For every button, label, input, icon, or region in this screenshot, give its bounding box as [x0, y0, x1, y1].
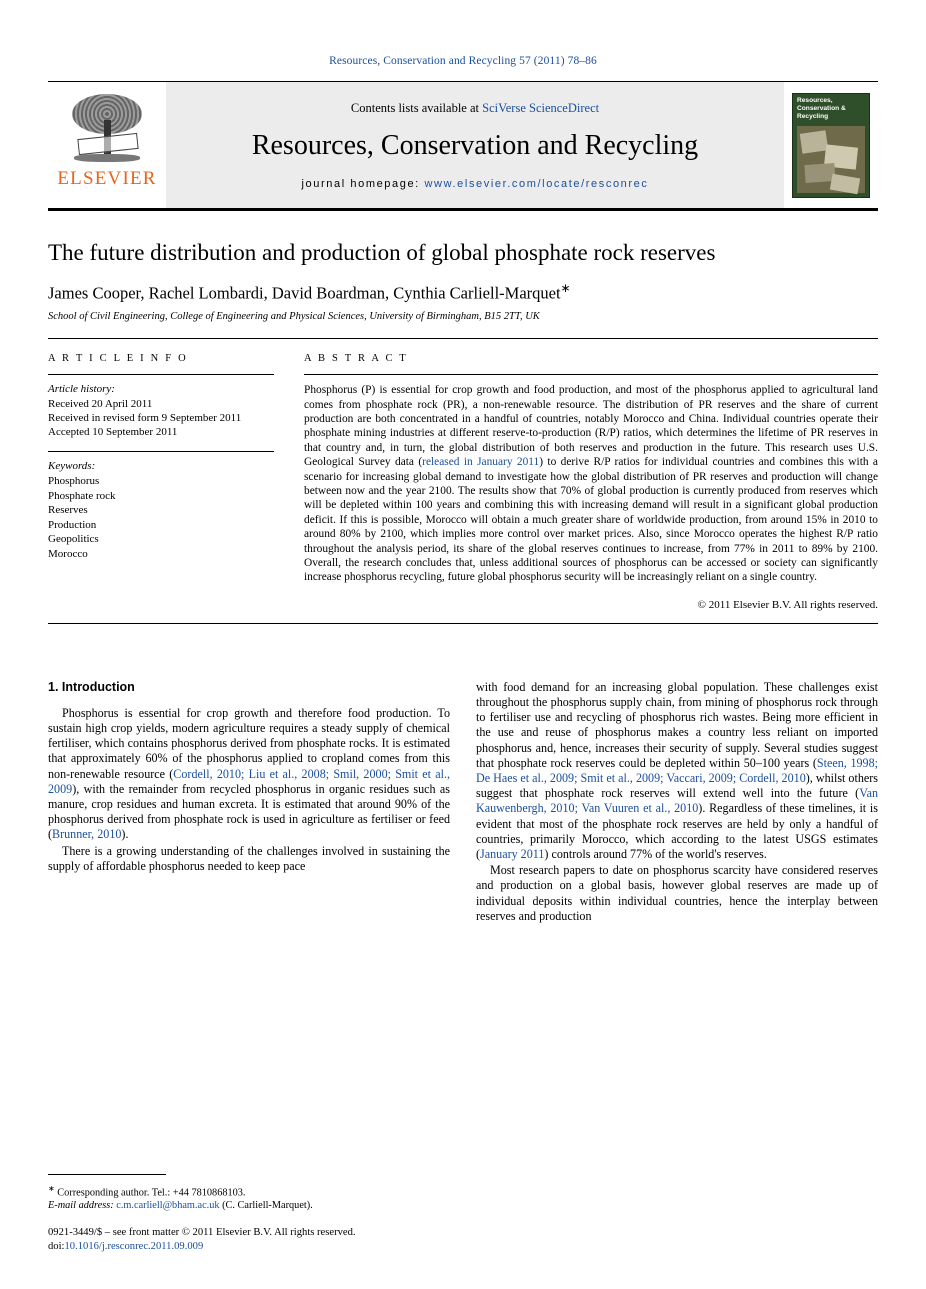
- paragraph: with food demand for an increasing global population. These challenges exist throughout the phosphorus supply chain, from mining of phosphorus rock through to fertiliser use and recycling of phosphorus rich wastes. Being more efficient in the use and reuse of phosphorus makes a country less reliant on imported phosphorus and, hence, increases their security of supply. Several studies suggest that phosphate rock reserves could be depleted within 50–100 years (Steen, 1998; De Haes et al., 2009; Smit et al., 2009; Vaccari, 2009; Cordell, 2010), whilst others suggest that phosphate rock reserves will extend well into the future (Van Kauwenbergh, 2010; Van Vuuren et al., 2010). Regardless of these timelines, it is evident that most of the phosphate rock reserves are held by only a handful of countries, primarily Morocco, which according to the latest USGS estimates (January 2011) controls around 77% of the world's reserves.: [476, 679, 878, 862]
- keyword-item: Geopolitics: [48, 533, 99, 546]
- article-info-heading: A R T I C L E I N F O: [48, 353, 188, 365]
- paragraph: Phosphorus is essential for crop growth and therefore food production. To sustain high crop yields, modern agriculture requires a steady supply of chemical fertiliser, which contains phosphorus derived from phosphate rocks. It is estimated that approximately 60% of the phosphorus applied to cropland comes from this non-renewable resource (Cordell, 2010; Liu et al., 2008; Smil, 2000; Smit et al., 2009), with the remainder from recycled phosphorus in organic residues such as manure, crop residues and human excreta. It is estimated that around 90% of the phosphorus derived from phosphate rock is used in agriculture as fertiliser or feed (Brunner, 2010).: [48, 705, 450, 842]
- author-list: [48, 281, 878, 304]
- history-item: Received 20 April 2011: [48, 398, 153, 411]
- section-number: 1.: [48, 679, 59, 694]
- journal-cover-thumbnail: [784, 82, 878, 208]
- email-label: E-mail address:: [48, 1200, 114, 1211]
- email-owner: (C. Carliell-Marquet).: [222, 1200, 313, 1211]
- elsevier-logo: [48, 82, 166, 208]
- abstract-column: [294, 353, 878, 611]
- affiliation: School of Civil Engineering, College of Engineering and Physical Sciences, University of Birmingham, B15 2TT, UK: [48, 311, 540, 323]
- homepage-prefix: journal homepage:: [301, 177, 425, 190]
- corresponding-author-marker: ∗: [560, 280, 571, 295]
- doi-link[interactable]: 10.1016/j.resconrec.2011.09.009: [64, 1240, 204, 1252]
- body-right-column: [476, 680, 878, 924]
- article-page: [0, 55, 926, 1289]
- keyword-item: Phosphorus: [48, 475, 100, 488]
- body-left-column: [48, 680, 450, 924]
- abstract-copyright: © 2011 Elsevier B.V. All rights reserved.: [697, 598, 878, 611]
- keyword-item: Phosphate rock: [48, 489, 116, 502]
- journal-homepage-line: [302, 178, 649, 190]
- contents-prefix: Contents lists available at: [350, 100, 483, 115]
- doi-line: [48, 1240, 450, 1254]
- sciencedirect-link[interactable]: SciVerse ScienceDirect: [482, 100, 600, 115]
- email-note: [48, 1199, 450, 1212]
- cover-title-text: Resources, Conservation & Recycling: [797, 96, 846, 120]
- issn-doi-block: [48, 1226, 450, 1253]
- keyword-item: Reserves: [48, 504, 88, 517]
- homepage-url-link[interactable]: www.elsevier.com/locate/resconrec: [424, 177, 649, 190]
- footnote-star-icon: ∗: [48, 1183, 55, 1193]
- section-title: Introduction: [61, 679, 135, 694]
- footnote-block: [48, 1174, 450, 1253]
- title-block: [48, 239, 878, 322]
- contents-available-line: [351, 101, 599, 116]
- issn-line: 0921-3449/$ – see front matter © 2011 Elsevier B.V. All rights reserved.: [48, 1227, 356, 1238]
- abstract-text: Phosphorus (P) is essential for crop growth and food production, and most of the phosphorus applied to agricultural land comes from phosphate rock (PR), a non-renewable resource. The distribution of PR reserves and the share of current production are both concentrated in a handful of countries, notably Morocco and China. Individual countries operate their phosphate mining industries at different reserve-to-production (R/P) ratios, which determines the lifetime of PR reserves in that country and, in turn, the global distribution of both reserves and production in the future. This research uses U.S. Geological Survey data (released in January 2011) to derive R/P ratios for individual countries and combines this with a scenario for increasing global demand to investigate how the global distribution of PR reserves and production will change between now and the year 2100. The results show that 70% of global production is currently produced from reserves which will be depleted within 100 years and combining this with increasing demand will result in a significant global production deficit. If this is possible, Morocco will obtain a much greater share of worldwide production, from around 15% in 2010 to around 80% by 2100, which implies more control over market prices. Also, since Morocco operates the highest R/P ratio throughout the analysis period, its share of the global reserves continues to increase, from 77% in 2011 to 89% by 2100. Overall, the research concludes that, unless additional sources of phosphorus can be accessed or society can significantly increase phosphorus recycling, future global phosphorus security will be increasingly reliant on a single country.: [304, 384, 878, 584]
- journal-reference: Resources, Conservation and Recycling 57 (2011) 78–86: [329, 55, 597, 67]
- abstract-heading: A B S T R A C T: [304, 353, 408, 365]
- section-heading-introduction: [48, 680, 450, 694]
- authors-names: James Cooper, Rachel Lombardi, David Boardman, Cynthia Carliell-Marquet: [48, 283, 561, 303]
- corresponding-author-text: Corresponding author. Tel.: +44 7810868103.: [57, 1187, 246, 1198]
- journal-masthead: [48, 81, 878, 211]
- elsevier-tree-icon: [64, 90, 150, 164]
- article-history-label: Article history:: [48, 383, 115, 396]
- keyword-item: Production: [48, 518, 97, 531]
- keyword-item: Morocco: [48, 547, 88, 560]
- cover-photo: [797, 126, 865, 193]
- history-item: Received in revised form 9 September 2011: [48, 412, 242, 425]
- elsevier-wordmark: ELSEVIER: [57, 168, 157, 189]
- doi-label: doi:: [48, 1240, 65, 1252]
- article-info-column: [48, 353, 294, 611]
- page-title: The future distribution and production of global phosphate rock reserves: [48, 240, 716, 265]
- email-link[interactable]: c.m.carliell@bham.ac.uk: [116, 1200, 220, 1211]
- corresponding-author-note: [48, 1182, 450, 1199]
- masthead-center: [166, 82, 784, 208]
- info-abstract-row: [48, 339, 878, 611]
- divider-below-abstract: [48, 623, 878, 624]
- paragraph: There is a growing understanding of the challenges involved in sustaining the supply of affordable phosphorus needed to keep pace: [48, 843, 450, 873]
- body-columns: [48, 680, 878, 924]
- keywords-label: Keywords:: [48, 460, 96, 473]
- journal-title: Resources, Conservation and Recycling: [251, 129, 699, 161]
- history-item: Accepted 10 September 2011: [48, 426, 178, 439]
- footnote-divider: [48, 1174, 166, 1175]
- paragraph: Most research papers to date on phosphorus scarcity have considered reserves and production on a global basis, however global reserves are made up of individual deposits within individual countries, hence the interplay between reserves and production: [476, 863, 878, 923]
